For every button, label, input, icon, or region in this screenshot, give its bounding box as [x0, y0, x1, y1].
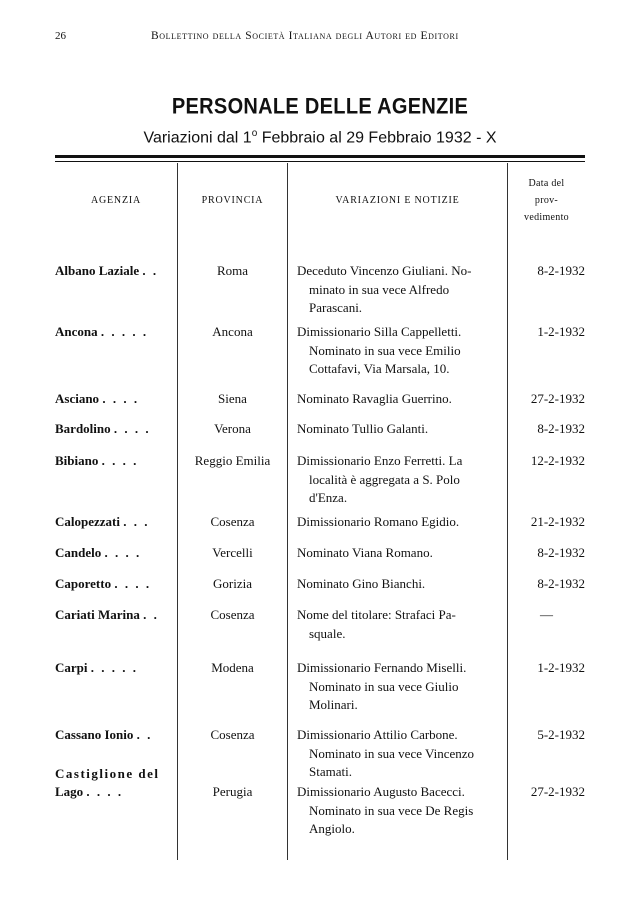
variation-notes [297, 390, 502, 409]
variation-notes [297, 544, 502, 563]
agency-name [55, 513, 173, 532]
provision-date: 8-2-1932 [537, 576, 585, 591]
note-line: Dimissionario Romano Egidio. [297, 514, 460, 529]
column-header-data-line: vedimento [524, 211, 569, 223]
agency-name-line [55, 783, 173, 801]
leader-dots: . . . . [114, 576, 152, 591]
variation-notes [297, 452, 502, 508]
leader-dots: . . . . [113, 421, 151, 436]
agency-name-text: Bibiano [55, 453, 99, 468]
leader-dots: . . . . [102, 391, 140, 406]
agency-name [55, 575, 173, 594]
note-line: Nome del titolare: Strafaci Pa- [297, 607, 456, 622]
agency-name-text: Ancona [55, 324, 98, 339]
agency-name [55, 452, 173, 471]
note-line: Nominato in sua vece De Regis [309, 802, 474, 818]
leader-dots: . . . . [86, 784, 124, 799]
column-divider [287, 163, 288, 860]
note-line: Nominato Viana Romano. [297, 545, 433, 560]
note-line: Nominato in sua vece Giulio [309, 678, 459, 694]
province-name: Reggio Emilia [194, 453, 271, 468]
leader-dots: . . [142, 263, 159, 278]
agency-name [55, 726, 173, 745]
note-line: Molinari. [309, 697, 358, 712]
province-name: Verona [214, 421, 251, 436]
provision-date: 21-2-1932 [530, 514, 585, 529]
note-line: Dimissionario Fernando Miselli. [297, 660, 467, 675]
provision-date: 8-2-1932 [537, 421, 585, 436]
variation-notes [297, 575, 502, 594]
table-top-rule-thin [55, 161, 585, 162]
note-line: minato in sua vece Alfredo [309, 281, 450, 297]
variation-notes [297, 659, 502, 715]
variation-notes [297, 726, 502, 782]
note-line: Nominato in sua vece Vincenzo [309, 745, 475, 761]
note-line: Angiolo. [309, 821, 355, 836]
provision-date: 5-2-1932 [537, 727, 585, 742]
column-header-variazioni: VARIAZIONI E NOTIZIE [335, 194, 460, 206]
provision-date: 8-2-1932 [537, 545, 585, 560]
agency-name [55, 544, 173, 563]
journal-title: Bollettino della Società Italiana degli Autori ed Editori [151, 30, 459, 42]
provision-date: — [540, 607, 553, 622]
page-number: 26 [55, 30, 66, 42]
provision-date: 27-2-1932 [530, 784, 585, 799]
note-line: località è aggregata a S. Polo [309, 471, 460, 487]
agency-name [55, 323, 173, 342]
leader-dots: . . . . [104, 545, 142, 560]
leader-dots: . . [143, 607, 159, 622]
agency-name [55, 765, 173, 801]
province-name: Vercelli [212, 545, 253, 560]
leader-dots: . . . [123, 514, 150, 529]
agency-name [55, 390, 173, 409]
agency-name [55, 606, 173, 625]
provision-date: 27-2-1932 [530, 391, 585, 406]
note-line: Dimissionario Enzo Ferretti. La [297, 453, 463, 468]
note-line: squale. [309, 625, 346, 641]
note-line: Cottafavi, Via Marsala, 10. [309, 361, 450, 376]
note-line: Nominato in sua vece Emilio [309, 342, 461, 358]
agency-name [55, 659, 173, 678]
provision-date: 12-2-1932 [530, 453, 585, 468]
variation-notes [297, 513, 502, 532]
leader-dots: . . . . [101, 453, 139, 468]
provision-date: 1-2-1932 [537, 660, 585, 675]
agency-name-text: Cariati Marina [55, 607, 140, 622]
subtitle-ordinal: o [251, 128, 258, 139]
agency-name-text: Bardolino [55, 421, 111, 436]
agency-name-text: Asciano [55, 391, 100, 406]
province-name: Modena [211, 660, 254, 675]
agency-name-text: Calopezzati [55, 514, 120, 529]
subtitle-suffix: Febbraio al 29 Febbraio 1932 - X [257, 129, 497, 147]
column-header-data-line: Data del [528, 177, 565, 189]
agency-name [55, 262, 173, 281]
province-name: Perugia [212, 784, 253, 799]
variation-notes [297, 262, 502, 318]
province-name: Cosenza [210, 607, 255, 622]
variation-notes [297, 323, 502, 379]
note-line: Nominato Tullio Galanti. [297, 421, 429, 436]
province-name: Siena [218, 391, 247, 406]
note-line: d'Enza. [309, 490, 348, 505]
province-name: Cosenza [210, 727, 255, 742]
note-line: Stamati. [309, 764, 352, 779]
agency-name-text: Carpi [55, 660, 88, 675]
page-title: PERSONALE DELLE AGENZIE [171, 94, 469, 120]
column-header-provincia: PROVINCIA [201, 194, 264, 206]
agency-name-text: Candelo [55, 545, 102, 560]
leader-dots: . . . . . [90, 660, 138, 675]
provision-date: 1-2-1932 [537, 324, 585, 339]
note-line: Nominato Ravaglia Guerrino. [297, 391, 452, 406]
leader-dots: . . . . . [100, 324, 149, 339]
variation-notes [297, 420, 502, 439]
agency-name-line: Castiglione del [55, 766, 160, 781]
column-header-data-line: prov- [534, 194, 559, 206]
subtitle-prefix: Variazioni dal 1 [143, 129, 252, 147]
agency-name-text: Cassano Ionio [55, 727, 134, 742]
province-name: Gorizia [213, 576, 252, 591]
page-subtitle [0, 128, 640, 147]
province-name: Roma [216, 263, 249, 278]
note-line: Dimissionario Augusto Bacecci. [297, 784, 465, 799]
note-line: Deceduto Vincenzo Giuliani. No- [297, 263, 472, 278]
running-head [55, 30, 585, 46]
provision-date: 8-2-1932 [537, 263, 585, 278]
note-line: Parascani. [309, 300, 363, 315]
leader-dots: . . [136, 727, 153, 742]
column-header-agenzia: AGENZIA [90, 194, 142, 206]
note-line: Dimissionario Silla Cappelletti. [297, 324, 462, 339]
agency-name [55, 420, 173, 439]
agency-name-text: Albano Laziale [55, 263, 140, 278]
province-name: Cosenza [210, 514, 255, 529]
province-name: Ancona [212, 324, 253, 339]
agency-name-text: Lago [55, 784, 84, 799]
table-top-rule-thick [55, 155, 585, 158]
note-line: Dimissionario Attilio Carbone. [297, 727, 458, 742]
variation-notes [297, 783, 502, 839]
column-header-data [508, 168, 585, 232]
variation-notes [297, 606, 502, 643]
agency-name-text: Caporetto [55, 576, 112, 591]
note-line: Nominato Gino Bianchi. [297, 576, 426, 591]
